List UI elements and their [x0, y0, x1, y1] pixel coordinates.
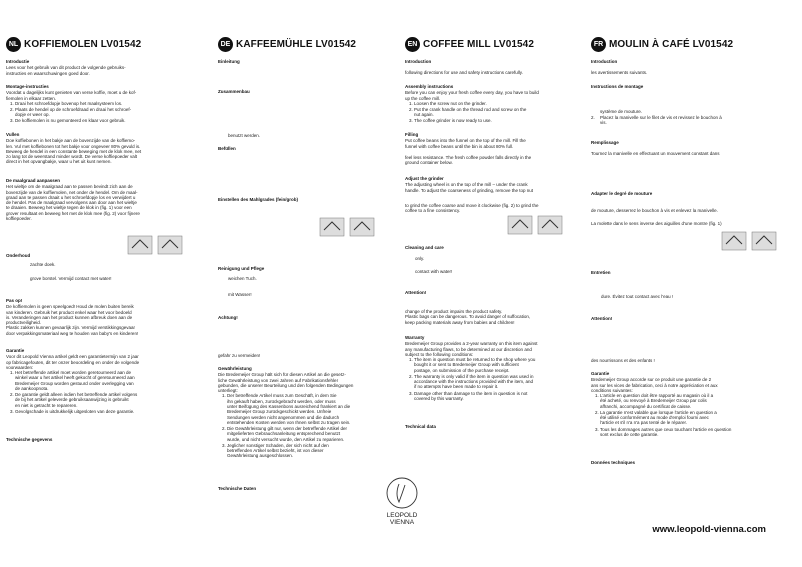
fr-warn-tail: des nourrissons et des enfants !	[591, 358, 655, 363]
fr-adjust-title: Adapter le degré de mouture	[591, 191, 653, 196]
en-intro-title: Introduction	[405, 59, 432, 64]
en-tech-title: Technical data	[405, 424, 436, 429]
nl-warn-title: Pas op!	[6, 298, 23, 303]
nl-care-2: grove borstel. Vermijd contact met water!	[30, 275, 112, 281]
en-adjust-text: The adjusting wheel is on the top of the mill – under the crank handle. To adjust the coarseness of grinding, remove the top nut	[405, 182, 533, 193]
de-warn-title: Achtung!	[218, 315, 238, 320]
fr-care-1: dure. Évitez tout contact avec l'eau !	[601, 294, 674, 300]
leopold-vienna-logo	[382, 476, 422, 526]
en-badge: EN	[405, 37, 420, 52]
nl-warn-text: De koffiemolen is geen speelgoed! Houd de molen buiten bereik van kinderen. Gebruik het product enkel waar het voor bedoeld is. Veranderingen aan het product kunnen afbreuk doen aan de productveiligheid. Plastic zakken kunnen gevaarlijk zijn. Vermijd verstikkingsgevaar door verpakkingsmateriaal weg te houden van baby's en kinderen!	[6, 304, 139, 336]
de-warranty-title: Gewährleistung	[218, 366, 252, 371]
de-warn-tail: gefahr zu vermeiden!	[218, 353, 261, 358]
nl-mount-title: Montage-instructies	[6, 84, 49, 89]
en-mount-step: 2. Put the crank handle on the thread rod and screw on the nut again.	[414, 107, 593, 118]
en-care-2: contact with water!	[415, 268, 453, 274]
fr-fill-text: Tournez la manivelle en effectuant un mouvement constant dans	[591, 151, 720, 157]
fr-adjust-text: de mouture, desserrez le bouchon à vis et enlevez la manivelle.	[591, 208, 718, 214]
fr-mount-step-text: Placez la manivelle sur le filet de vis et revissez le bouchon à vis.	[600, 114, 722, 125]
fr-mount-title: Instructions de montage	[591, 84, 644, 89]
de-intro-title: Einleitung	[218, 59, 240, 64]
en-fill-text-2: feel less resistance. The fresh coffee powder falls directly in the ground container below.	[405, 154, 532, 166]
lv-monogram-icon	[385, 476, 419, 510]
nl-warranty-item: 3. Gevolgschade is uitdrukkelijk uitgesloten van deze garantie.	[15, 409, 194, 414]
nl-adjust-title: De maalgraad aanpassen	[6, 178, 61, 183]
nl-mount-step: 1. Draai het schroefdopje bovenop het maalsysteem los.	[15, 101, 194, 106]
fr-fill-title: Remplissage	[591, 140, 619, 145]
de-mount-title: Zusammenbau	[218, 89, 250, 94]
fr-warranty-title: Garantie	[591, 371, 610, 376]
en-warranty-title: Warranty	[405, 335, 425, 340]
nl-fill-text: Doe koffiebonen in het bakje aan de bovenzijde van de koffiemo- len. Vul met koffiebonen tot het bakje voor ongeveer 80% gevuld is. Beweeg de hendel in een constante beweging met de klok mee, net zo lang tot de weerstand minder wordt. De verse koffiepoeder valt direct in het opvangbakje, waar u het uit kunt nemen.	[6, 138, 142, 165]
nl-fill-section	[6, 132, 194, 165]
en-warranty-section	[405, 335, 593, 402]
fr-title: MOULIN À CAFÉ LV01542	[609, 38, 734, 50]
en-care-section	[405, 245, 593, 274]
en-mount-intro: Before you can enjoy your fresh coffee every day, you have to build up the coffee mill.	[405, 90, 539, 101]
fr-grinder-illustration	[720, 228, 778, 254]
en-mount-step: 3. The coffee grinder is now ready to use.	[414, 118, 593, 123]
nl-fill-title: Vullen	[6, 132, 20, 137]
en-fill-section	[405, 132, 593, 165]
nl-warn-section	[6, 298, 194, 336]
en-intro-text: following directions for use and safety instructions carefully.	[405, 70, 523, 76]
nl-care-section	[6, 253, 194, 281]
nl-warranty-item: 1. Het betreffende artikel moet worden geretourneerd aan de winkel waar u het artikel heeft gekocht of geretourneerd aan Bredemeijer Group worden gestuurd onder overlegging van de aankoopnota.	[15, 370, 194, 391]
en-warranty-item: 1. The item in question must be returned to the shop where you bought it or sent to Bredemeijer Group with sufficient postage, on submission of the purchase receipt.	[414, 357, 593, 373]
fr-mount-section	[591, 84, 779, 125]
website-link[interactable]: www.leopold-vienna.com	[652, 524, 766, 535]
en-column	[405, 0, 593, 567]
en-warranty-item: 3. Damage other than damage to the item in question is not covered by this warranty.	[414, 391, 593, 402]
nl-grinder-illustration	[126, 230, 184, 256]
de-warranty-text: Die Bredemeijer Group hält sich für diesen Artikel an die gesetz- liche Gewährleistung von zwei Jahren auf Fabrikationsfehler gebunden, die unserer Beurteilung und den folgenden Bedingungen unterliegt:	[218, 372, 354, 394]
fr-care-section	[591, 270, 779, 300]
nl-mount-intro: Voordat u dagelijks kunt genieten van verse koffie, moet u de kof- fiemolen in elkaar zetten.	[6, 90, 137, 101]
nl-adjust-section	[6, 178, 194, 221]
en-fill-title: Filling	[405, 132, 419, 137]
logo-line1: LEOPOLD	[386, 512, 418, 519]
nl-care-title: Onderhoud	[6, 253, 31, 258]
en-warn-title: Attention!	[405, 290, 427, 295]
fr-warranty-text: Bredemeijer Group accorde sur ce produit une garantie de 2 ans sur les vices de fabrication, ceci à notre appréciation et aux conditions suivantes:	[591, 377, 718, 393]
nl-mount-step: 2. Plaats de hendel op de schroefdraad en draai het schroef- dopje er weer op.	[15, 107, 194, 118]
de-mount-tail: benutzt werden.	[228, 133, 261, 138]
fr-intro-section	[591, 59, 779, 76]
en-grinder-illustration	[506, 212, 564, 238]
de-care-1: weichen Tuch.	[228, 276, 257, 282]
en-mount-step: 1. Loosen the screw nut on the grinder.	[414, 101, 593, 106]
en-title: COFFEE MILL LV01542	[423, 38, 535, 50]
de-care-section	[218, 266, 406, 297]
fr-column	[591, 0, 779, 567]
logo-line2: VIENNA	[389, 519, 415, 526]
en-warranty-item: 2. The warranty is only valid if the item in question was used in accordance with the instructions provided with the item, and if no attempts have been made to repair it.	[414, 374, 593, 390]
en-adjust-text-2: to grind the coffee coarse and move it clockwise (fig. 2) to grind the coffee to a fine consistency.	[405, 202, 539, 214]
nl-mount-section	[6, 84, 194, 124]
fr-badge: FR	[591, 37, 606, 52]
fr-warranty-item: 1. L'article en question doit être rapporté au magasin où il a été acheté, ou renvoyé à Bredemeijer Group par colis affranchi, accompagné du certificat de caisse.	[600, 393, 779, 409]
fr-warranty-item: 3. Tous les dommages autres que ceux touchant l'article en question sont exclus de cette garantie.	[600, 427, 779, 438]
de-title: KAFFEEMÜHLE LV01542	[236, 38, 357, 50]
en-warranty-text: Bredemeijer Group provides a 2-year warranty on this item against any manufacturing flaws, to be determined at our discretion and subject to the following conditions:	[405, 341, 538, 357]
de-warranty-item: 2. Die Gewährleistung gilt nur, wenn der betreffende Artikel der mitgelieferten Gebrauchsanleitung entsprechend benutzt wurde, und nicht versucht wurde, den Artikel zu reparieren.	[227, 426, 406, 442]
en-care-1: only.	[415, 256, 425, 262]
de-warranty-item: 3. Jeglicher sonstiger Schaden, der sich nicht auf den betreffenden Artikel selbst bezieht, ist von dieser Gewährleistung ausgeschlossen.	[227, 443, 406, 459]
en-care-title: Cleaning and care	[405, 245, 444, 250]
en-fill-text: Put coffee beans into the funnel on the top of the mill. Fill the funnel with coffee beans until the bin is about 80% full.	[405, 138, 526, 149]
nl-mount-step: 3. De koffiemolen is nu gemonteerd en klaar voor gebruik.	[15, 118, 194, 123]
nl-column	[6, 0, 194, 567]
en-mount-title: Assembly instructions	[405, 84, 454, 89]
fr-intro-title: Introduction	[591, 59, 618, 64]
nl-intro-text: Lees voor het gebruik van dit product de volgende gebruiks- instructies en waarschuwingen goed door.	[6, 65, 126, 76]
en-adjust-section	[405, 176, 593, 213]
en-adjust-title: Adjust the grinder	[405, 176, 444, 181]
de-column	[218, 0, 406, 567]
fr-mount-step: système de mouture.	[600, 109, 643, 115]
en-warn-text: change of the product impairs the product safety. Plastic bags can be dangerous. To avoid danger of suffocation, keep packing materials away from babies and children!	[405, 309, 531, 325]
en-mount-section	[405, 84, 593, 124]
nl-intro-section	[6, 59, 194, 76]
nl-warranty-item: 2. De garantie geldt alleen indien het betreffende artikel volgens de bij het artikel geleverde gebruiksaanwijzing is gebruikt en niet is getracht te repareren.	[15, 392, 194, 408]
fr-warranty-item: 2. La garantie n'est valable que lorsque l'article en question a été utilisé conformément au mode d'emploi fourni avec l'article et s'il n'a n'a pas tenté de le réparer.	[600, 410, 779, 426]
fr-tech-title: Données techniques	[591, 460, 636, 465]
nl-warranty-section	[6, 348, 194, 415]
nl-warranty-text: Voor dit Leopold Vienna artikel geldt een garantietermijn van 2 jaar op fabricagefouten, dit ter onzer beoordeling en onder de volgende voorwaarden:	[6, 354, 140, 370]
fr-adjust-section	[591, 191, 779, 226]
fr-warranty-section	[591, 371, 779, 438]
nl-badge: NL	[6, 37, 21, 52]
en-intro-section	[405, 59, 593, 76]
fr-intro-text: les avertissements suivants.	[591, 70, 648, 76]
nl-tech-section	[6, 437, 194, 443]
fr-fill-section	[591, 140, 779, 157]
fr-mount-step: 2. Placez la manivelle sur le filet de vis et revissez le bouchon à vis.	[591, 114, 722, 125]
fr-warn-title: Attention!	[591, 316, 613, 321]
nl-intro-title: Introductie	[6, 59, 30, 64]
nl-adjust-text: Het wieltje om de maalgraad aan te passen bevindt zich aan de bovenzijde van de koffiemolen, net onder de hendel. Om de maal- graad aan te passen draait u het schroefdopje los en verwijdert u de hendel. Pas de maalgraad vervolgens aan door aan het wieltje te draaien. Beweeg het wieltje tegen de klok in (fig. 1) voor een grover resultaat en beweeg het met de klok mee (fig. 2) voor fijnere koffiepoeder.	[6, 184, 140, 222]
nl-tech-title: Technische gegevens	[6, 437, 53, 442]
de-care-2: mit Wasser!	[228, 291, 252, 297]
nl-title: KOFFIEMOLEN LV01542	[24, 38, 142, 50]
de-warranty-item: 1. Der betreffende Artikel muss zum Geschäft, in dem Sie ihn gekauft haben, zurückgebracht werden, oder muss unter Beifügung des Kassenbons ausreichend frankiert an die Bredemeijer Group zurückgeschickt werden. Unfreie Sendungen werden nicht angenommen und die dadurch entstehenden Kosten werden von Ihnen selbst zu tragen sein.	[227, 393, 406, 425]
de-tech-title: Technische Daten	[218, 486, 257, 491]
de-care-title: Reinigung und Pflege	[218, 266, 265, 271]
de-fill-title: Befüllen	[218, 146, 236, 151]
de-badge: DE	[218, 37, 233, 52]
de-adjust-title: Einstellen des Mahlgrades (fein/grob)	[218, 197, 299, 202]
nl-warranty-title: Garantie	[6, 348, 25, 353]
de-grinder-illustration	[318, 214, 376, 240]
fr-adjust-text-2: La molette dans le sens inverse des aiguilles d'une montre (fig. 1)	[591, 220, 722, 226]
de-warranty-section	[218, 366, 406, 459]
nl-care-1: zachte doek.	[30, 262, 56, 268]
fr-care-title: Entretien	[591, 270, 611, 275]
